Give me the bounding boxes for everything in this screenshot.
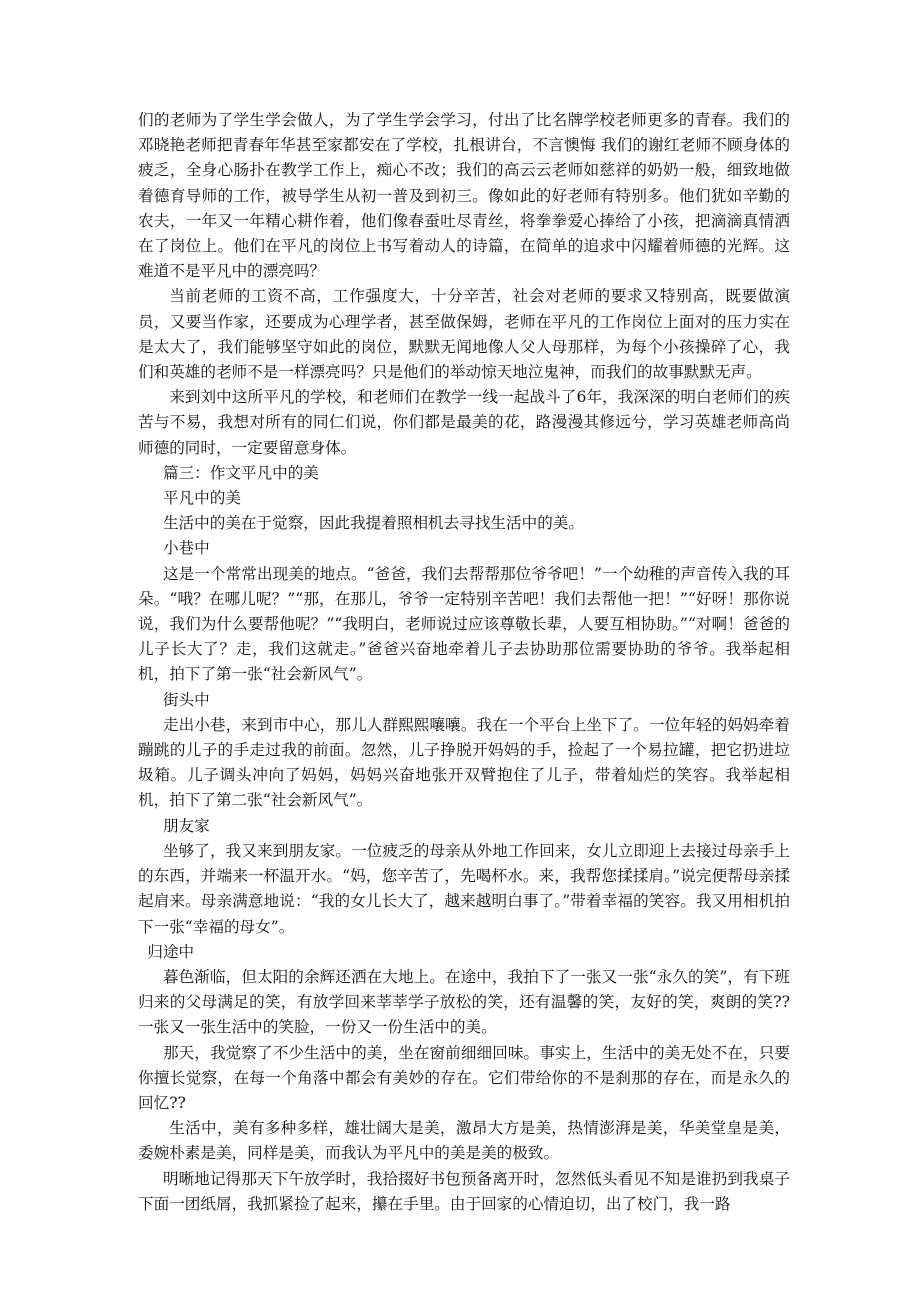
paragraph-2: 当前老师的工资不高，工作强度大，十分辛苦，社会对老师的要求又特别高，既要做演员，又要当作家，还要成为心理学者，甚至做保姆，老师在平凡的工作岗位上面对的压力实在是太大了，我们能够坚守如此的岗位，默默无闻地像人父人母那样，为每个小孩操碎了心，我们和英雄的老师不是一样漂亮吗？只是他们的举动惊天地泣鬼神，而我们的故事默默无声。 xyxy=(138,287,790,382)
paragraph-alley: 这是一个常常出现美的地点。“爸爸，我们去帮帮那位爷爷吧！”一个幼稚的声音传入我的耳朵。“哦？在哪儿呢？”“那，在那儿，爷爷一定特别辛苦吧！我们去帮他一把！”“好呀！那你说说，我们为什么要帮他呢？”“我明白，老师说过应该尊敬长辈，人要互相协助。”“对啊！爸爸的儿子长大了？走，我们这就走。”爸爸兴奋地牵着儿子去协助那位需要协助的爷爷。我举起相机，拍下了第一张“社会新风气”。 xyxy=(138,564,790,684)
paragraph-afternoon: 明晰地记得那天下午放学时，我拾掇好书包预备离开时，忽然低头看见不知是谁扔到我桌子下面一团纸屑，我抓紧捡了起来，攥在手里。由于回家的心情迫切，出了校门，我一路 xyxy=(138,1169,790,1213)
subheading-street: 街头中 xyxy=(162,690,210,709)
subheading-friend-home: 朋友家 xyxy=(162,816,210,835)
paragraph-way-home: 暮色渐临，但太阳的余辉还洒在大地上。在途中，我拍下了一张又一张“永久的笑”，有下班归来的父母满足的笑，有放学回来莘莘学子放松的笑，还有温馨的笑，友好的笑，爽朗的笑??一张又一张生活中的笑脸，一份又一份生活中的美。 xyxy=(138,967,790,1037)
section-heading: 篇三：作文平凡中的美 xyxy=(162,463,319,482)
document-page xyxy=(138,108,790,1217)
paragraph-1: 们的老师为了学生学会做人，为了学生学会学习，付出了比名牌学校老师更多的青春。我们的邓晓艳老师把青春年华甚至家都安在了学校，扎根讲台，不言懊悔 我们的谢红老师不顾身体的疲乏，全身心肠扑在教学工作上，痴心不改；我们的高云云老师如慈祥的奶奶一般，细致地做着德育导师的工作，被导学生从初一普及到初三。像如此的好老师有特别多。他们犹如辛勤的农夫，一年又一年精心耕作着，他们像春蚕吐尽青丝，将拳拳爱心捧给了小孩，把滴滴真情洒在了岗位上。他们在平凡的岗位上书写着动人的诗篇，在简单的追求中闪耀着师德的光辉。这难道不是平凡中的漂亮吗？ xyxy=(138,111,790,281)
paragraph-reflection: 那天，我觉察了不少生活中的美，坐在窗前细细回味。事实上，生活中的美无处不在，只要你擅长觉察，在每一个角落中都会有美妙的存在。它们带给你的不是刹那的存在，而是永久的回忆?? xyxy=(138,1043,790,1112)
paragraph-friend-home: 坐够了，我又来到朋友家。一位疲乏的母亲从外地工作回来，女儿立即迎上去接过母亲手上的东西，并端来一杯温开水。“妈，您辛苦了，先喝杯水。来，我帮您揉揉肩。”说完便帮母亲揉起肩来。母亲满意地说：“我的女儿长大了，越来越明白事了。”带着幸福的笑容。我又用相机拍下一张“幸福的母女”。 xyxy=(138,841,790,936)
subheading-alley: 小巷中 xyxy=(162,539,210,558)
paragraph-3: 来到刘中这所平凡的学校，和老师们在教学一线一起战斗了6年，我深深的明白老师们的疾苦与不易，我想对所有的同仁们说，你们都是最美的花，路漫漫其修远兮，学习英雄老师高尚师德的同时，一定要留意身体。 xyxy=(138,388,790,457)
paragraph-street: 走出小巷，来到市中心，那儿人群熙熙嚷嚷。我在一个平台上坐下了。一位年轻的妈妈牵着蹦跳的儿子的手走过我的前面。忽然，儿子挣脱开妈妈的手，捡起了一个易拉罐，把它扔进垃圾箱。儿子调头冲向了妈妈，妈妈兴奋地张开双臂抱住了儿子，带着灿烂的笑容。我举起相机，拍下了第二张“社会新风气”。 xyxy=(138,715,790,810)
subheading-way-home: 归途中 xyxy=(147,942,195,961)
paragraph-intro: 生活中的美在于觉察，因此我提着照相机去寻找生活中的美。 xyxy=(162,514,584,533)
essay-title: 平凡中的美 xyxy=(162,489,241,508)
paragraph-life-beauty: 生活中，美有多种多样，雄壮阔大是美，激昂大方是美，热情澎湃是美，华美堂皇是美，委婉朴素是美，同样是美，而我认为平凡中的美是美的极致。 xyxy=(138,1119,790,1163)
